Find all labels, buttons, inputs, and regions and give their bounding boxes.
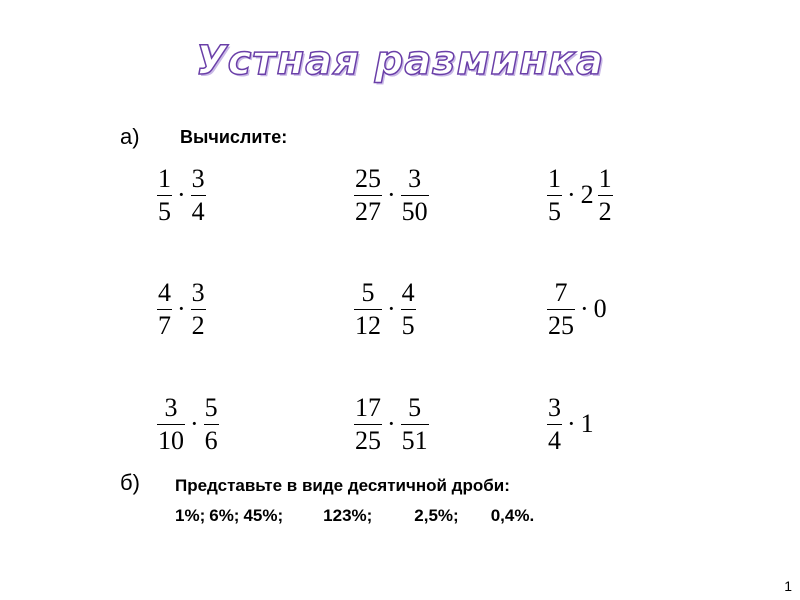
percent-value: 2,5%; [414,506,459,525]
expression-8: $\frac{17}{25}$ · $\frac{5}{51}$ [355,392,428,455]
slide-title: Устная разминка [195,38,605,84]
expression-5: $\frac{5}{12}$ · $\frac{4}{5}$ [355,277,415,340]
percent-value: 45%; [243,506,284,525]
expression-4: $\frac{4}{7}$ · $\frac{3}{2}$ [158,277,205,340]
percent-value: 123%; [323,506,373,525]
percent-value: 6%; [209,506,240,525]
part-a-heading: Вычислите: [180,127,288,147]
expression-9: $\frac{3}{4}$ · 1 [548,392,594,455]
expression-7: $\frac{3}{10}$ · $\frac{5}{6}$ [158,392,218,455]
percent-value: 1%; [175,506,206,525]
expression-1: $\frac{1}{5}$ · $\frac{3}{4}$ [158,163,205,226]
page-number: 1 [784,578,792,594]
expression-3: $\frac{1}{5}$ · 2 $\frac{1}{2}$ [548,163,612,226]
expression-6: $\frac{7}{25}$ · 0 [548,277,607,340]
part-b-label: б) [120,470,140,495]
percent-value: 0,4%. [490,506,535,525]
expression-2: $\frac{25}{27}$ · $\frac{3}{50}$ [355,163,428,226]
part-b-heading: Представьте в виде десятичной дроби: [175,476,510,495]
part-a-label: а) [120,124,140,149]
percent-list [175,506,534,526]
